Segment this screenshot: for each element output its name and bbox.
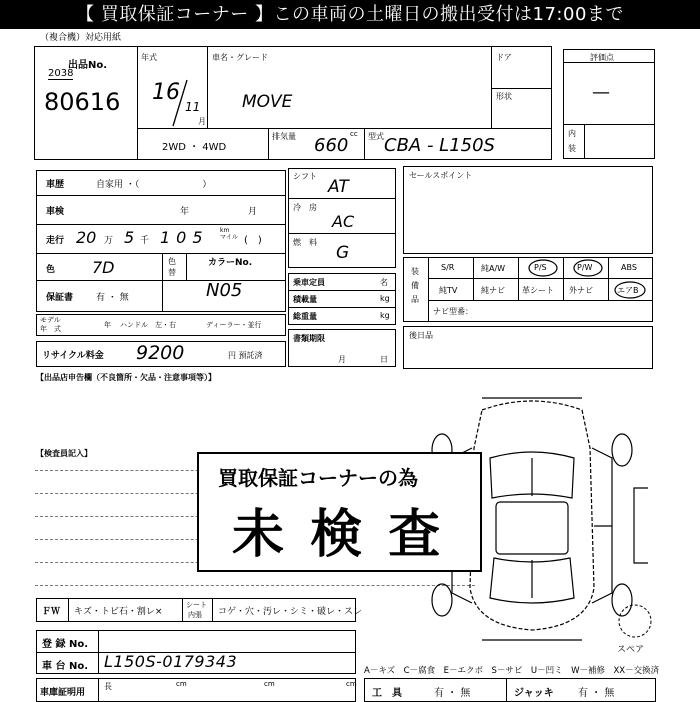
spare-label: スペア <box>617 645 645 655</box>
interior-label-1: 内 <box>568 129 576 138</box>
doc-label: 書類期限 <box>293 334 325 343</box>
garage-cm-1: cm <box>176 680 187 688</box>
equip-leather-seat: 革シート <box>522 286 554 295</box>
jack-label: ジャッキ <box>514 688 554 699</box>
lot-small: 2038 <box>48 68 74 79</box>
equip-navi: 純ナビ <box>481 286 505 295</box>
mileage-value-1: 20 <box>76 228 97 247</box>
color-value: 7D <box>92 258 115 277</box>
warranty-label: 保証書 <box>46 293 74 303</box>
year-slash <box>165 78 195 128</box>
later-items-box <box>403 326 653 369</box>
mileage-man: 万 <box>104 236 114 246</box>
circle-power-steering <box>526 258 560 278</box>
tool-value: 有 ・ 無 <box>434 688 471 699</box>
lot-label: 出品No. <box>68 60 108 71</box>
year-label: 年式 <box>141 53 157 62</box>
year-value: 16 <box>152 80 180 105</box>
mileage-value-3: 105 <box>160 228 209 247</box>
garage-cm-2: cm <box>264 680 275 688</box>
model-label: 型式 <box>368 132 384 141</box>
damage-legend: A－キズ C－腐食 E－エクボ S－サビ U－凹ミ W－補修 XX－交換済 <box>364 666 660 676</box>
equip-power-window: P/W <box>577 263 593 272</box>
later-label: 後日品 <box>409 331 433 340</box>
equip-external-navi: 外ナビ <box>569 286 593 295</box>
equip-abs: ABS <box>621 263 637 272</box>
fuel-label: 燃 料 <box>293 238 317 247</box>
rating-value: — <box>592 82 610 103</box>
month-unit: 月 <box>198 117 206 126</box>
shift-label: シフト <box>293 172 317 181</box>
fw-label: ＦＷ <box>42 607 61 617</box>
history-value: 自家用 ・（ ） <box>96 180 212 190</box>
garage-cm-3: cm <box>346 680 357 688</box>
dealer-label: ディーラー・並行 <box>206 321 262 329</box>
mileage-sen: 千 <box>140 236 150 246</box>
garage-label: 車庫証明用 <box>40 688 86 698</box>
chassis-value: L150S-0179343 <box>104 652 238 671</box>
stamp-line-1: 買取保証コーナーの為 <box>218 466 418 490</box>
gross-label: 総重量 <box>293 312 317 321</box>
seat-desc: コゲ・穴・汚レ・シミ・破レ・スレ <box>218 607 363 617</box>
equip-label-2: 備 <box>411 281 419 290</box>
reg-label: 登 録 No. <box>42 639 89 650</box>
circle-airbag <box>612 280 648 300</box>
recycle-label: リサイクル料金 <box>42 351 104 361</box>
displacement-value: 660 <box>314 135 349 156</box>
month-value: 11 <box>185 100 201 114</box>
shift-value: AT <box>328 177 349 197</box>
equip-sr: S/R <box>441 263 455 272</box>
ac-value: AC <box>332 212 355 231</box>
stamp-line-2: 未 検 査 <box>232 505 445 565</box>
load-unit: kg <box>380 294 390 303</box>
model-year-label-1: モデル <box>40 316 61 324</box>
color-label: 色 <box>46 265 56 275</box>
inspector-label: 【検査員記入】 <box>36 449 92 458</box>
lot-number: 80616 <box>44 88 121 116</box>
tool-label: 工 具 <box>372 688 402 699</box>
rating-label: 評価点 <box>590 53 614 62</box>
notes-label: 【出品店申告欄（不良箇所・欠品・注意事項等）】 <box>36 373 216 382</box>
color-no-value: N05 <box>206 280 243 301</box>
form-subtitle: （複合機）対応用紙 <box>40 33 122 43</box>
capacity-label: 乗車定員 <box>293 278 325 287</box>
displacement-label: 排気量 <box>272 132 296 141</box>
mileage-paren: ( ) <box>244 235 262 246</box>
km-unit: km マイル <box>220 227 238 241</box>
color-change-1: 色 <box>168 257 176 266</box>
color-no-label: カラーNo. <box>208 258 253 268</box>
load-label: 積載量 <box>293 295 317 304</box>
inspection-month: 月 <box>248 207 258 217</box>
model-year-unit: 年 <box>104 321 111 329</box>
gross-unit: kg <box>380 311 390 320</box>
handle-label: ハンドル 左・右 <box>120 321 176 329</box>
name-value: MOVE <box>242 92 293 112</box>
inspection-label: 車検 <box>46 207 65 217</box>
model-year-label-2: 年 式 <box>40 325 61 333</box>
interior-label-2: 装 <box>568 144 576 153</box>
shape-label: 形状 <box>496 92 512 101</box>
cc-unit: cc <box>350 130 358 138</box>
capacity-unit: 名 <box>380 278 388 287</box>
navi-model-label: ナビ型番： <box>433 307 473 316</box>
equip-alloy-wheel: 純A/W <box>481 264 506 273</box>
model-value: CBA - L150S <box>384 135 495 156</box>
inspection-year: 年 <box>180 207 190 217</box>
seat-label-2: 内張 <box>188 611 202 619</box>
fuel-value: G <box>336 243 350 263</box>
mileage-label: 走行 <box>46 236 65 246</box>
top-banner: 【 買取保証コーナー 】この車両の土曜日の搬出受付は17:00まで <box>0 0 700 29</box>
history-label: 車歴 <box>46 180 65 190</box>
circle-power-window <box>571 258 605 278</box>
warranty-value: 有 ・ 無 <box>96 293 129 303</box>
jack-value: 有 ・ 無 <box>578 688 615 699</box>
sales-label: セールスポイント <box>409 171 473 180</box>
recycle-value: 9200 <box>136 342 185 364</box>
equip-tv: 純TV <box>439 286 458 295</box>
recycle-unit: 円 預託済 <box>228 351 263 360</box>
doc-day: 日 <box>380 355 388 364</box>
chassis-label: 車 台 No. <box>42 661 89 672</box>
color-change-2: 替 <box>168 268 176 277</box>
equip-label-3: 品 <box>411 295 419 304</box>
ac-label: 冷 房 <box>293 203 317 212</box>
fw-desc: キズ・トビ石・割レ× <box>74 607 163 617</box>
equip-power-steering: P/S <box>534 263 547 272</box>
doc-month: 月 <box>338 355 346 364</box>
rating-box <box>563 49 655 159</box>
seat-label-1: シート <box>186 601 207 609</box>
equip-label-1: 装 <box>411 267 419 276</box>
mileage-value-2: 5 <box>124 228 135 247</box>
garage-length: 長 <box>104 682 112 691</box>
drive-label: 2WD ・ 4WD <box>162 142 227 153</box>
equip-airbag: エアB <box>617 286 639 295</box>
door-label: ドア <box>496 53 512 62</box>
name-label: 車名・グレード <box>212 53 268 62</box>
spare-tire-icon <box>615 602 655 640</box>
